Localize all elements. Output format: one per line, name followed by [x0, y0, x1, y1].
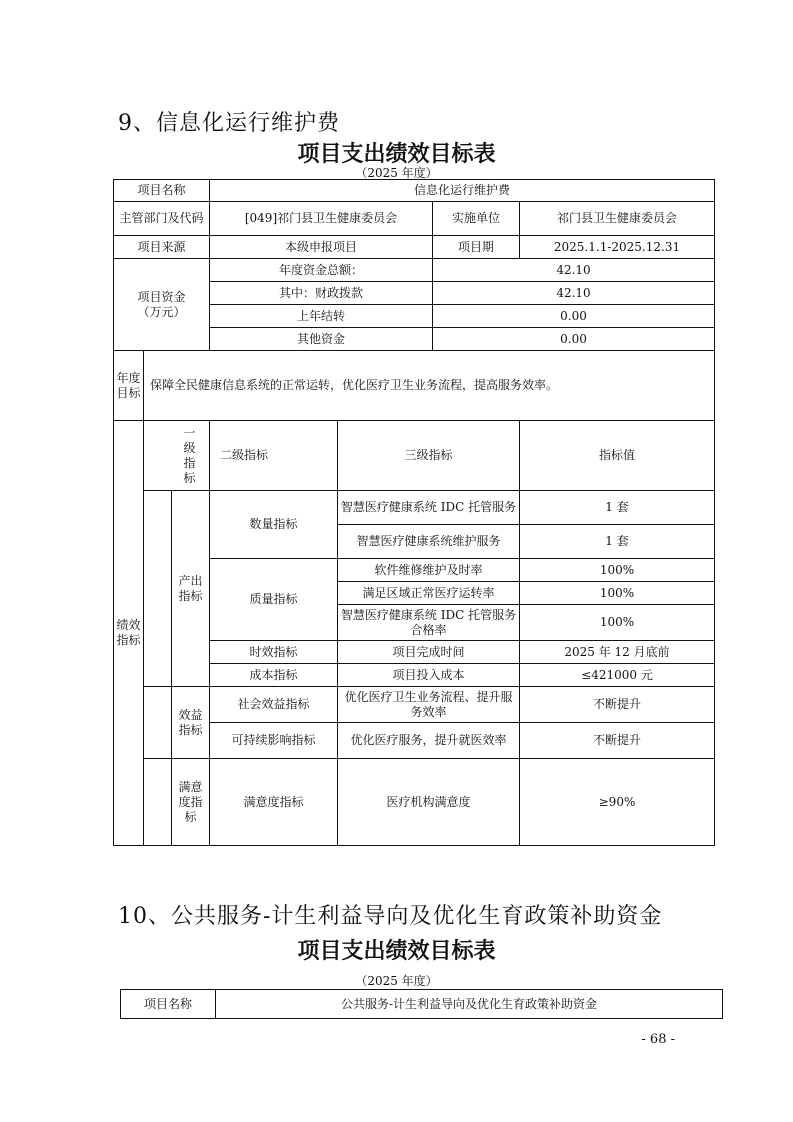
annual-goal-label: 年度目标: [114, 351, 144, 421]
ql3-name: 智慧医疗健康系统 IDC 托管服务合格率: [338, 605, 520, 641]
cost-name: 项目投入成本: [338, 664, 520, 687]
funds-other-label: 其他资金: [210, 328, 433, 351]
funds-other-value: 0.00: [433, 328, 715, 351]
period-value: 2025.1.1-2025.12.31: [520, 236, 715, 259]
social-indicators-label: 社会效益指标: [210, 687, 338, 723]
left-blank-cell: [144, 491, 172, 687]
value-header: 指标值: [520, 421, 715, 491]
funds-label: 项目资金（万元）: [114, 259, 210, 351]
cost-indicators-label: 成本指标: [210, 664, 338, 687]
social-value: 不断提升: [520, 687, 715, 723]
level1-header: 一级指标: [144, 421, 210, 491]
funds-carryover-value: 0.00: [433, 305, 715, 328]
q1-value: 1 套: [520, 491, 715, 525]
section9-heading: 9、信息化运行维护费: [118, 111, 340, 136]
sustain-value: 不断提升: [520, 723, 715, 759]
satisfaction-sub-label: 满意度指标: [210, 759, 338, 846]
satisfaction-name: 医疗机构满意度: [338, 759, 520, 846]
performance-table-9: [113, 179, 715, 846]
quantity-indicators-label: 数量指标: [210, 491, 338, 559]
q2-name: 智慧医疗健康系统维护服务: [338, 525, 520, 559]
benefit-indicators-label: 效益指标: [172, 687, 210, 759]
impl-label: 实施单位: [433, 202, 520, 236]
annual-goal-value: 保障全民健康信息系统的正常运转，优化医疗卫生业务流程，提高服务效率。: [144, 351, 715, 421]
quality-indicators-label: 质量指标: [210, 559, 338, 641]
q2-value: 1 套: [520, 525, 715, 559]
page-number: - 68 -: [641, 1032, 675, 1047]
impl-value: 祁门县卫生健康委员会: [520, 202, 715, 236]
dept-value: [049]祁门县卫生健康委员会: [210, 202, 433, 236]
performance-indicators-label: 绩效指标: [114, 421, 144, 846]
funds-carryover-label: 上年结转: [210, 305, 433, 328]
section10-year-note: （2025 年度）: [355, 974, 438, 988]
sustain-name: 优化医疗服务，提升就医效率: [338, 723, 520, 759]
satisfaction-value: ≥90%: [520, 759, 715, 846]
cost-value: ≤421000 元: [520, 664, 715, 687]
level3-header: 三级指标: [338, 421, 520, 491]
level2-header: 二级指标: [210, 421, 338, 491]
ql2-name: 满足区域正常医疗运转率: [338, 582, 520, 605]
project-name-label-10: 项目名称: [121, 990, 216, 1019]
section10-table-title: 项目支出绩效目标表: [297, 939, 496, 964]
funds-total-value: 42.10: [433, 259, 715, 282]
ql3-value: 100%: [520, 605, 715, 641]
period-label: 项目期: [433, 236, 520, 259]
ql2-value: 100%: [520, 582, 715, 605]
funds-fiscal-value: 42.10: [433, 282, 715, 305]
output-indicators-label: 产出指标: [172, 491, 210, 687]
source-value: 本级申报项目: [210, 236, 433, 259]
ql1-value: 100%: [520, 559, 715, 582]
time-name: 项目完成时间: [338, 641, 520, 664]
q1-name: 智慧医疗健康系统 IDC 托管服务: [338, 491, 520, 525]
source-label: 项目来源: [114, 236, 210, 259]
funds-total-label: 年度资金总额：: [210, 259, 433, 282]
dept-label: 主管部门及代码: [114, 202, 210, 236]
performance-table-10: [120, 989, 723, 1019]
project-name-value-10: 公共服务-计生利益导向及优化生育政策补助资金: [216, 990, 723, 1019]
section10-heading: 10、公共服务-计生利益导向及优化生育政策补助资金: [118, 904, 663, 929]
social-name: 优化医疗卫生业务流程、提升服务效率: [338, 687, 520, 723]
time-value: 2025 年 12 月底前: [520, 641, 715, 664]
project-name-value: 信息化运行维护费: [210, 180, 715, 202]
left-blank-cell: [144, 687, 172, 759]
section9-table-title: 项目支出绩效目标表: [297, 142, 496, 167]
project-name-label: 项目名称: [114, 180, 210, 202]
sustain-indicators-label: 可持续影响指标: [210, 723, 338, 759]
time-indicators-label: 时效指标: [210, 641, 338, 664]
section9-year-note: （2025 年度）: [355, 166, 438, 180]
left-blank-cell: [144, 759, 172, 846]
ql1-name: 软件维修维护及时率: [338, 559, 520, 582]
satisfaction-indicators-label: 满意度指标: [172, 759, 210, 846]
funds-fiscal-label: 其中：财政拨款: [210, 282, 433, 305]
